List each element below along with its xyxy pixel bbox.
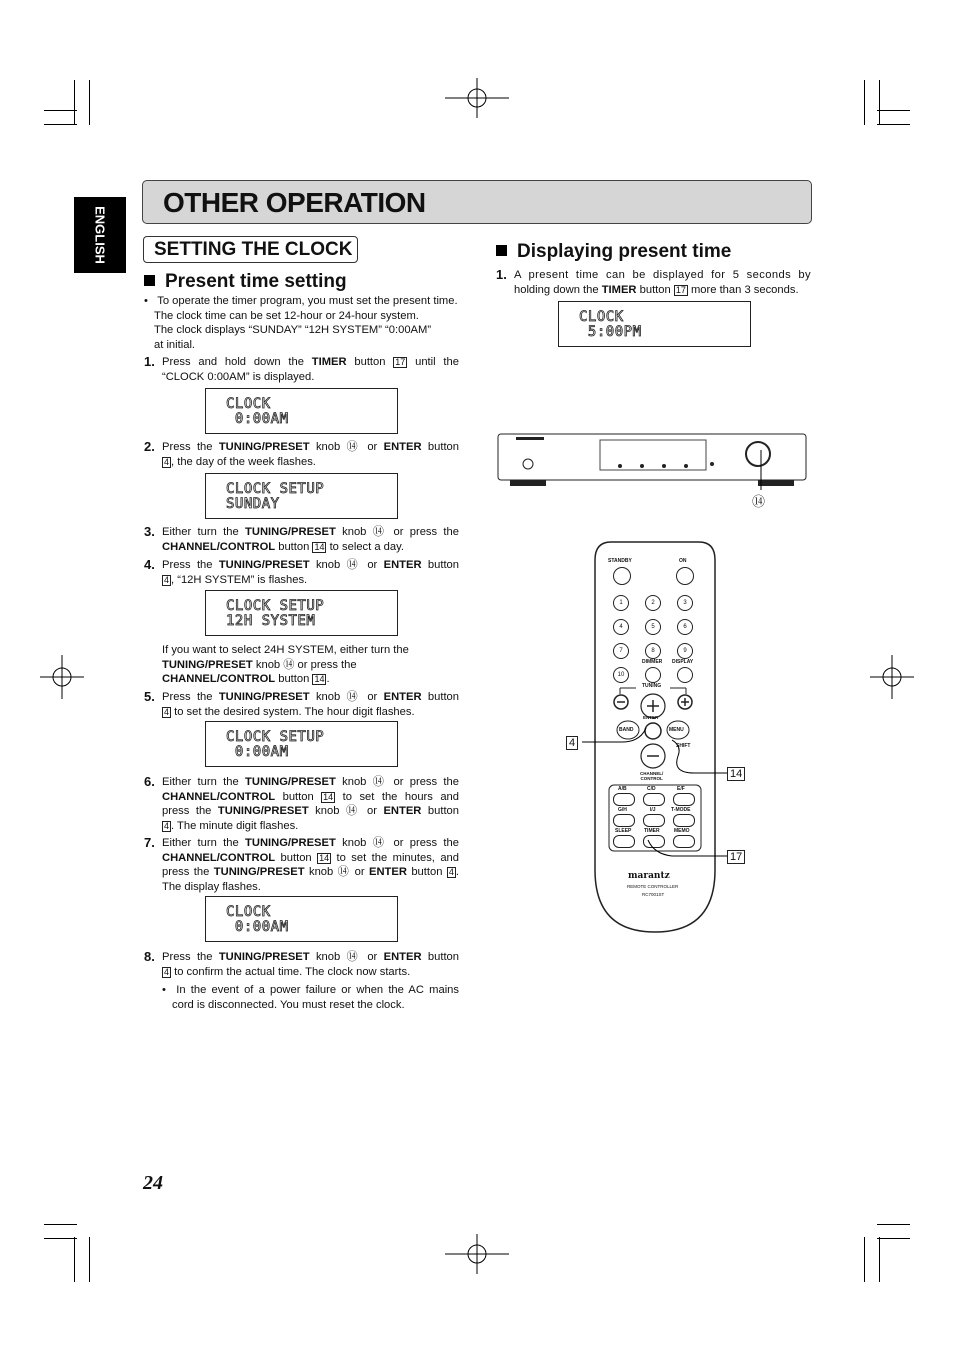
display-label: DISPLAY (672, 659, 694, 665)
digit-button[interactable]: 9 (677, 643, 693, 659)
callout-line (755, 450, 767, 490)
callout-14: 14 (727, 767, 745, 781)
lcd-display: CLOCK 5:00PM (558, 301, 751, 347)
24h-note: If you want to select 24H SYSTEM, either turn the TUNING/PRESET knob ⑭ or press the CHANNEL/CONTROL button 14 . (162, 644, 409, 685)
digit-button[interactable]: 7 (613, 643, 629, 659)
step-4-text: Press the TUNING/PRESET knob ⑭ or ENTER button 4 , “12H SYSTEM” is flashes. (162, 559, 459, 586)
step-number: 6. (144, 774, 155, 789)
lcd-display: CLOCK SETUP 12H SYSTEM (205, 590, 398, 636)
digit-button[interactable]: 3 (677, 595, 693, 611)
digit-button[interactable]: 10 (613, 667, 629, 683)
lcd-display: CLOCK SETUP 0:00AM (205, 721, 398, 767)
sleep-label: SLEEP (615, 828, 632, 834)
model-number: RC7001ST (642, 892, 665, 897)
gh-label: G/H (618, 807, 627, 813)
on-label: ON (679, 558, 687, 564)
registration-mark-icon (445, 1234, 509, 1274)
callout-4: 4 (566, 736, 578, 750)
digit-button[interactable]: 6 (677, 619, 693, 635)
intro-text: • To operate the timer program, you must set the present time. The clock time can be set 12-hour or 24-hour system. The clock displays “SUNDAY” “12H SYSTEM” “0:00AM” at initial. (144, 295, 458, 351)
callout-lines (582, 718, 742, 858)
callout-17: 17 (727, 850, 745, 864)
step-number: 4. (144, 557, 155, 572)
brand-logo: marantz (628, 871, 670, 881)
step-5-text: Press the TUNING/PRESET knob ⑭ or ENTER button 4 to set the desired system. The hour digit flashes. (162, 691, 459, 718)
present-time-heading: Present time setting (144, 271, 347, 293)
menu-button[interactable]: MENU (669, 727, 684, 733)
lcd-display: CLOCK 0:00AM (205, 896, 398, 942)
digit-button[interactable]: 2 (645, 595, 661, 611)
step-number: 1. (144, 354, 155, 369)
step-number: 3. (144, 524, 155, 539)
step-2-text: Press the TUNING/PRESET knob ⑭ or ENTER button 4 , the day of the week flashes. (162, 441, 459, 468)
memo-label: MEMO (674, 828, 690, 834)
tuning-label: TUNING (642, 683, 662, 689)
model-label: REMOTE CONTROLLER (627, 884, 679, 889)
standby-label: STANDBY (608, 558, 632, 564)
tmode-label: T-MODE (671, 807, 691, 813)
digit-button[interactable]: 4 (613, 619, 629, 635)
step-number: 5. (144, 689, 155, 704)
registration-mark-icon (445, 78, 509, 118)
cd-label: C/D (647, 786, 656, 792)
band-button[interactable]: BAND (619, 727, 634, 733)
dimmer-button[interactable] (645, 667, 661, 683)
step-1-text: Press and hold down the TIMER button 17 until the “CLOCK 0:00AM” is displayed. (162, 356, 459, 383)
step-number: 7. (144, 835, 155, 850)
power-on-button[interactable] (676, 567, 694, 585)
step-number: 2. (144, 439, 155, 454)
page-title-banner (142, 180, 812, 224)
unit-callout: ⑭ (752, 494, 766, 509)
language-tab: ENGLISH (74, 197, 126, 273)
ij-label: I/J (650, 807, 656, 813)
shift-label: SHIFT (676, 743, 691, 749)
section-title: SETTING THE CLOCK (143, 236, 358, 263)
display-button[interactable] (677, 667, 693, 683)
standby-button[interactable] (613, 567, 631, 585)
timer-label: TIMER (644, 828, 660, 834)
step-8-text: Press the TUNING/PRESET knob ⑭ or ENTER button 4 to confirm the actual time. The clock now starts. • In the event of a power failure or when the AC mains cord is disconnected. You must reset the clock. (162, 951, 459, 1011)
step-number: 1. (496, 267, 507, 282)
step-7-text: Either turn the TUNING/PRESET knob ⑭ or press the CHANNEL/CONTROL button 14 to set the minutes, and press the TUNING/PRESET knob ⑭ or ENTER button 4 . The display flashes. (162, 837, 459, 893)
digit-button[interactable]: 5 (645, 619, 661, 635)
step-6-text: Either turn the TUNING/PRESET knob ⑭ or press the CHANNEL/CONTROL button 14 to set the hours and press the TUNING/PRESET knob ⑭ or ENTER button 4 . The minute digit flashes. (162, 776, 459, 832)
registration-mark-icon (870, 655, 914, 699)
page-title: OTHER OPERATION (163, 187, 426, 218)
ab-label: A/B (618, 786, 627, 792)
dimmer-label: DIMMER (642, 659, 663, 665)
registration-mark-icon (40, 655, 84, 699)
step-3-text: Either turn the TUNING/PRESET knob ⑭ or press the CHANNEL/CONTROL button 14 to select a day. (162, 526, 459, 553)
display-step-text: A present time can be displayed for 5 seconds by holding down the TIMER button 17 more than 3 seconds. (514, 269, 811, 296)
digit-button[interactable]: 1 (613, 595, 629, 611)
ef-label: E/F (677, 786, 685, 792)
lcd-display: CLOCK SETUP SUNDAY (205, 473, 398, 519)
lcd-display: CLOCK 0:00AM (205, 388, 398, 434)
enter-button[interactable]: ENTER (643, 715, 659, 720)
page-number: 24 (143, 1172, 163, 1194)
step-number: 8. (144, 949, 155, 964)
channel-control-label: CHANNEL/ CONTROL (640, 771, 664, 781)
digit-button[interactable]: 8 (645, 643, 661, 659)
display-time-heading: Displaying present time (496, 241, 731, 263)
